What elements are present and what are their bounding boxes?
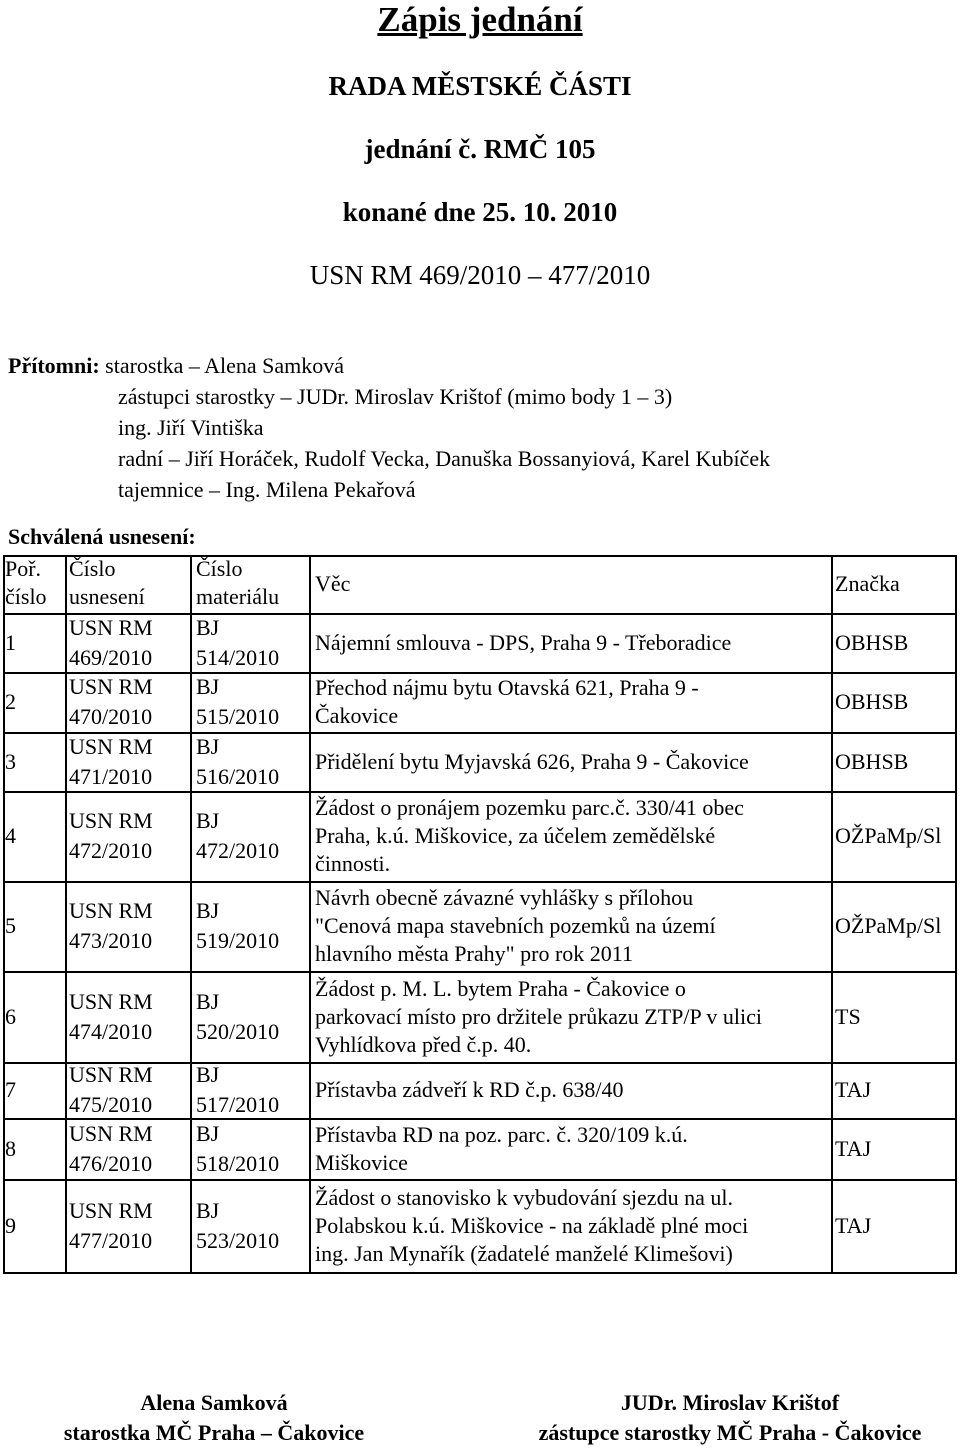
- mark-text: OBHSB: [835, 748, 909, 774]
- table-gridline: [65, 555, 67, 1274]
- row-number: 7: [5, 1077, 16, 1102]
- material-number: BJ: [196, 674, 220, 699]
- resolution-number: USN RM: [69, 988, 153, 1014]
- mark-text: OŽPaMp/Sl: [835, 913, 942, 938]
- header-resolution: Číslo: [69, 556, 116, 581]
- resolutions-table: [3, 555, 957, 1272]
- attendance-line: radní – Jiří Horáček, Rudolf Vecka, Danuška Bossanyiová, Karel Kubíček: [118, 446, 771, 471]
- mark-text: TS: [835, 1003, 861, 1029]
- mark-text: OŽPaMp/Sl: [835, 823, 942, 848]
- subject-text: hlavního města Prahy" pro rok 2011: [315, 941, 633, 966]
- row-number: 4: [5, 823, 16, 848]
- attendance-label: Přítomni:: [8, 353, 100, 378]
- meeting-number: jednání č. RMČ 105: [364, 134, 596, 164]
- resolution-number: USN RM: [69, 674, 153, 699]
- subject-text: Nájemní smlouva - DPS, Praha 9 - Třeboradice: [315, 629, 732, 655]
- header-subject: Věc: [315, 571, 351, 596]
- meeting-date: konané dne 25. 10. 2010: [342, 197, 618, 227]
- subject-text: Čakovice: [315, 703, 399, 728]
- material-number: BJ: [196, 1197, 220, 1223]
- resolution-number: 472/2010: [69, 838, 153, 863]
- material-number: 472/2010: [196, 838, 280, 863]
- attendance-line: zástupci starostky – JUDr. Miroslav Krištof (mimo body 1 – 3): [118, 384, 673, 409]
- subject-text: Přístavba RD na poz. parc. č. 320/109 k.ú.: [315, 1121, 688, 1147]
- signature-name: Alena Samková: [140, 1390, 288, 1415]
- subject-text: Vyhlídkova před č.p. 40.: [315, 1031, 532, 1057]
- table-gridline: [190, 555, 192, 1274]
- subject-text: Praha, k.ú. Miškovice, za účelem zemědělské: [315, 823, 716, 848]
- material-number: BJ: [196, 1062, 220, 1087]
- row-number: 3: [5, 748, 16, 774]
- subject-text: činnosti.: [315, 851, 391, 876]
- signature-role: zástupce starostky MČ Praha - Čakovice: [538, 1420, 922, 1445]
- mark-text: OBHSB: [835, 689, 909, 714]
- approved-resolutions-heading: Schválená usnesení:: [8, 524, 196, 549]
- material-number: 514/2010: [196, 644, 280, 670]
- material-number: BJ: [196, 898, 220, 923]
- material-number: 518/2010: [196, 1150, 280, 1176]
- header-material: materiálu: [196, 584, 280, 609]
- header-mark: Značka: [835, 571, 900, 596]
- attendance-block: [8, 350, 770, 505]
- subject-text: "Cenová mapa stavebních pozemků na území: [315, 913, 716, 938]
- row-number: 5: [5, 913, 16, 938]
- table-gridline: [831, 555, 833, 1274]
- material-number: BJ: [196, 988, 220, 1014]
- material-number: 515/2010: [196, 704, 280, 729]
- resolution-number: 471/2010: [69, 763, 153, 789]
- subject-text: Přístavba zádveří k RD č.p. 638/40: [315, 1077, 624, 1102]
- material-number: BJ: [196, 1120, 220, 1146]
- resolution-number: USN RM: [69, 1197, 153, 1223]
- signature-block-mayor: [44, 1388, 384, 1448]
- resolution-number: 474/2010: [69, 1018, 153, 1044]
- signature-name: JUDr. Miroslav Krištof: [620, 1390, 840, 1415]
- header-num: číslo: [5, 584, 47, 609]
- material-number: 516/2010: [196, 763, 280, 789]
- row-number: 9: [5, 1212, 16, 1238]
- material-number: BJ: [196, 808, 220, 833]
- resolution-number: USN RM: [69, 898, 153, 923]
- subject-text: ing. Jan Mynařík (žadatelé manželé Klimešovi): [315, 1240, 733, 1266]
- subject-text: Přidělení bytu Myjavská 626, Praha 9 - Čakovice: [315, 748, 749, 774]
- resolution-number: 470/2010: [69, 704, 153, 729]
- subject-text: Miškovice: [315, 1149, 408, 1175]
- resolution-number: USN RM: [69, 733, 153, 759]
- material-number: BJ: [196, 733, 220, 759]
- resolution-number: USN RM: [69, 808, 153, 833]
- subject-text: Žádost p. M. L. bytem Praha - Čakovice o: [315, 975, 686, 1001]
- table-gridline: [3, 971, 957, 973]
- resolution-number: USN RM: [69, 614, 153, 640]
- table-gridline: [3, 1179, 957, 1181]
- table-gridline: [3, 881, 957, 883]
- row-number: 6: [5, 1003, 16, 1029]
- resolution-number: 473/2010: [69, 928, 153, 953]
- subject-text: Žádost o pronájem pozemku parc.č. 330/41 obec: [315, 795, 744, 820]
- material-number: 519/2010: [196, 928, 280, 953]
- document-title: Zápis jednání: [377, 0, 583, 39]
- attendance-line: ing. Jiří Vintiška: [118, 415, 264, 440]
- resolution-number: 475/2010: [69, 1092, 153, 1117]
- row-number: 1: [5, 629, 16, 655]
- table-gridline: [3, 1272, 957, 1274]
- signature-block-deputy: [500, 1388, 960, 1448]
- subject-text: Žádost o stanovisko k vybudování sjezdu na ul.: [315, 1184, 733, 1210]
- material-number: 523/2010: [196, 1227, 280, 1253]
- header-material: Číslo: [196, 556, 243, 581]
- mark-text: OBHSB: [835, 629, 909, 655]
- row-number: 8: [5, 1135, 16, 1161]
- material-number: 520/2010: [196, 1018, 280, 1044]
- row-number: 2: [5, 689, 16, 714]
- resolution-number: 477/2010: [69, 1227, 153, 1253]
- mark-text: TAJ: [835, 1212, 872, 1238]
- council-name: RADA MĚSTSKÉ ČÁSTI: [328, 71, 632, 101]
- subject-text: Návrh obecně závazné vyhlášky s přílohou: [315, 885, 694, 910]
- table-gridline: [3, 791, 957, 793]
- attendance-line: starostka – Alena Samková: [105, 353, 345, 378]
- material-number: BJ: [196, 614, 220, 640]
- resolution-number: USN RM: [69, 1062, 153, 1087]
- resolution-number: 476/2010: [69, 1150, 153, 1176]
- resolution-number: USN RM: [69, 1120, 153, 1146]
- subject-text: Přechod nájmu bytu Otavská 621, Praha 9 -: [315, 675, 699, 700]
- signature-role: starostka MČ Praha – Čakovice: [63, 1420, 365, 1445]
- attendance-line: tajemnice – Ing. Milena Pekařová: [118, 477, 416, 502]
- header-resolution: usnesení: [69, 584, 145, 609]
- material-number: 517/2010: [196, 1092, 280, 1117]
- mark-text: TAJ: [835, 1077, 872, 1102]
- resolution-number: 469/2010: [69, 644, 153, 670]
- mark-text: TAJ: [835, 1135, 872, 1161]
- subject-text: parkovací místo pro držitele průkazu ZTP/P v ulici: [315, 1003, 763, 1029]
- subject-text: Polabskou k.ú. Miškovice - na základě plné moci: [315, 1212, 749, 1238]
- header-num: Poř.: [5, 556, 42, 581]
- resolution-range: USN RM 469/2010 – 477/2010: [309, 260, 651, 290]
